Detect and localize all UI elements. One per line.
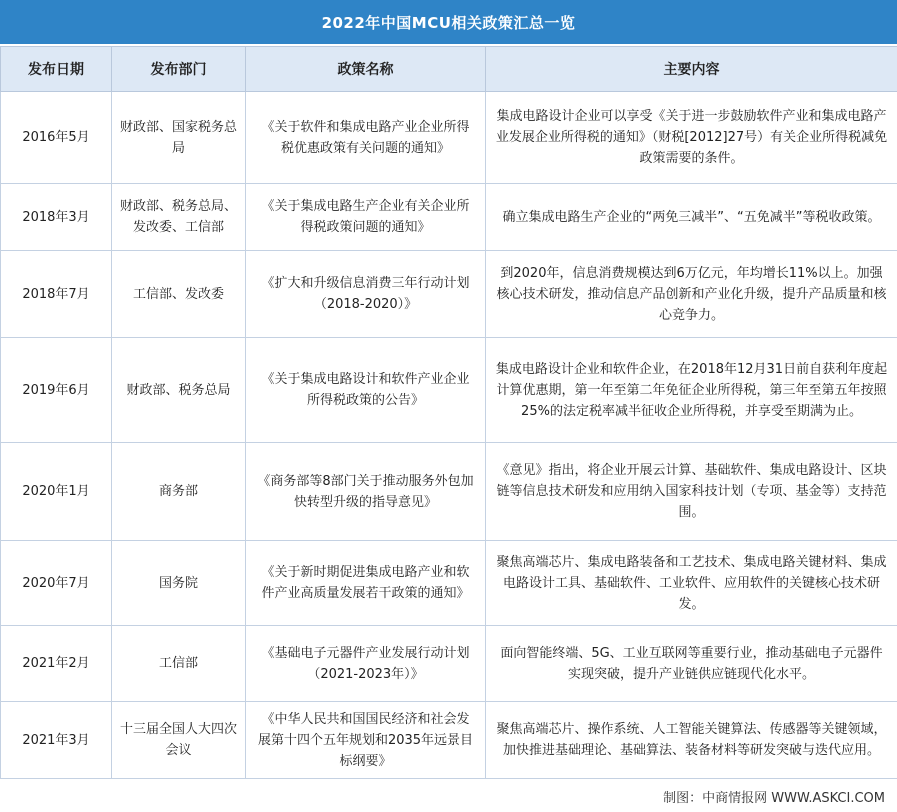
cell-date: 2019年6月 <box>1 338 112 443</box>
cell-content: 《意见》指出，将企业开展云计算、基础软件、集成电路设计、区块链等信息技术研发和应用纳入国家科技计划（专项、基金等）支持范围。 <box>486 443 897 541</box>
header-content: 主要内容 <box>486 47 897 92</box>
cell-dept: 国务院 <box>112 541 246 626</box>
header-policy-name: 政策名称 <box>246 47 486 92</box>
table-row <box>1 92 897 184</box>
cell-dept: 工信部 <box>112 626 246 702</box>
table-row <box>1 626 897 702</box>
table-row <box>1 251 897 338</box>
source-credit: 制图：中商情报网 WWW.ASKCI.COM <box>663 790 885 806</box>
cell-dept: 财政部、税务总局、发改委、工信部 <box>112 184 246 251</box>
cell-policy-name: 《基础电子元器件产业发展行动计划（2021-2023年）》 <box>246 626 486 702</box>
cell-policy-name: 《中华人民共和国国民经济和社会发展第十四个五年规划和2035年远景目标纲要》 <box>246 702 486 779</box>
cell-date: 2016年5月 <box>1 92 112 184</box>
table-title: 2022年中国MCU相关政策汇总一览 <box>0 0 897 44</box>
header-row <box>1 47 897 92</box>
table-row <box>1 541 897 626</box>
cell-dept: 财政部、国家税务总局 <box>112 92 246 184</box>
cell-content: 面向智能终端、5G、工业互联网等重要行业，推动基础电子元器件实现突破，提升产业链供应链现代化水平。 <box>486 626 897 702</box>
table-row <box>1 443 897 541</box>
cell-policy-name: 《关于集成电路设计和软件产业企业所得税政策的公告》 <box>246 338 486 443</box>
cell-policy-name: 《关于软件和集成电路产业企业所得税优惠政策有关问题的通知》 <box>246 92 486 184</box>
table-row <box>1 338 897 443</box>
cell-date: 2020年1月 <box>1 443 112 541</box>
cell-policy-name: 《关于集成电路生产企业有关企业所得税政策问题的通知》 <box>246 184 486 251</box>
cell-content: 到2020年，信息消费规模达到6万亿元，年均增长11%以上。加强核心技术研发，推动信息产品创新和产业化升级，提升产品质量和核心竞争力。 <box>486 251 897 338</box>
cell-content: 聚焦高端芯片、操作系统、人工智能关键算法、传感器等关键领域，加快推进基础理论、基础算法、装备材料等研发突破与迭代应用。 <box>486 702 897 779</box>
cell-date: 2020年7月 <box>1 541 112 626</box>
header-dept: 发布部门 <box>112 47 246 92</box>
cell-date: 2018年3月 <box>1 184 112 251</box>
cell-content: 集成电路设计企业可以享受《关于进一步鼓励软件产业和集成电路产业发展企业所得税的通知》（财税[2012]27号）有关企业所得税减免政策需要的条件。 <box>486 92 897 184</box>
table-row <box>1 702 897 779</box>
cell-dept: 工信部、发改委 <box>112 251 246 338</box>
cell-policy-name: 《扩大和升级信息消费三年行动计划（2018-2020）》 <box>246 251 486 338</box>
cell-content: 集成电路设计企业和软件企业，在2018年12月31日前自获利年度起计算优惠期，第一年至第二年免征企业所得税，第三年至第五年按照25%的法定税率减半征收企业所得税，并享受至期满为止。 <box>486 338 897 443</box>
table-row <box>1 184 897 251</box>
cell-dept: 商务部 <box>112 443 246 541</box>
cell-date: 2018年7月 <box>1 251 112 338</box>
cell-policy-name: 《关于新时期促进集成电路产业和软件产业高质量发展若干政策的通知》 <box>246 541 486 626</box>
header-date: 发布日期 <box>1 47 112 92</box>
cell-date: 2021年2月 <box>1 626 112 702</box>
cell-dept: 财政部、税务总局 <box>112 338 246 443</box>
cell-content: 聚焦高端芯片、集成电路装备和工艺技术、集成电路关键材料、集成电路设计工具、基础软件、工业软件、应用软件的关键核心技术研发。 <box>486 541 897 626</box>
cell-policy-name: 《商务部等8部门关于推动服务外包加快转型升级的指导意见》 <box>246 443 486 541</box>
policy-table <box>0 46 897 779</box>
cell-dept: 十三届全国人大四次会议 <box>112 702 246 779</box>
cell-date: 2021年3月 <box>1 702 112 779</box>
cell-content: 确立集成电路生产企业的“两免三减半”、“五免减半”等税收政策。 <box>486 184 897 251</box>
